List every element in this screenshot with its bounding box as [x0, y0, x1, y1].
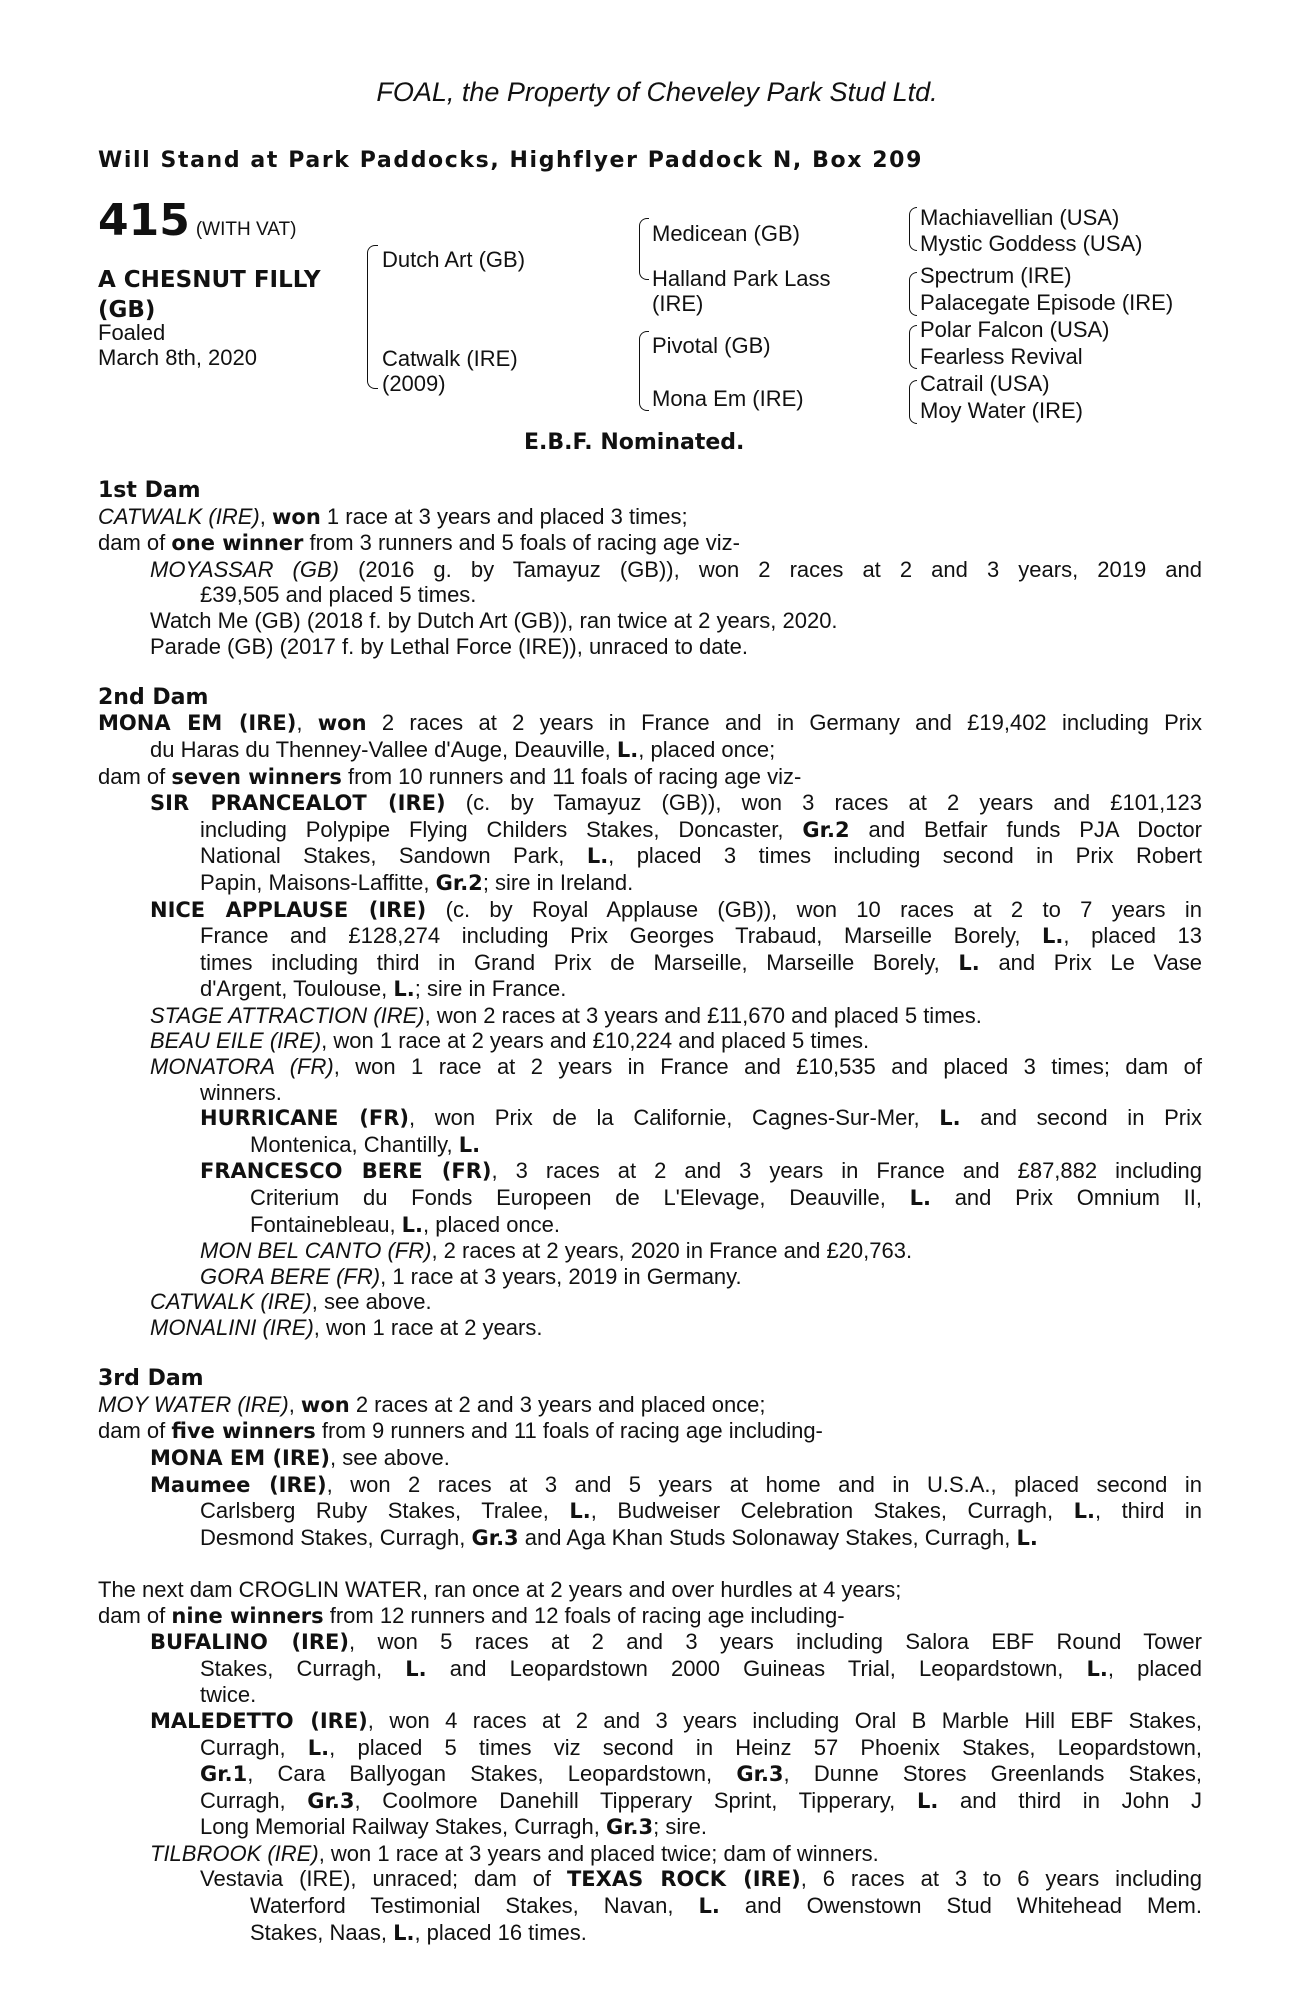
produce-line: STAGE ATTRACTION (IRE), won 2 races at 3 years and £11,670 and placed 5 times. [150, 1002, 982, 1028]
produce-line: winners. [200, 1079, 282, 1105]
horse-name-line2: (GB) [98, 297, 156, 323]
pedigree-sire-dam-line2: (IRE) [652, 291, 704, 316]
produce-line: NICE APPLAUSE (IRE) (c. by Royal Applause (GB)), won 10 races at 2 to 7 years in [150, 896, 1202, 922]
produce-line: Gr.1, Cara Ballyogan Stakes, Leopardstown, Gr.3, Dunne Stores Greenlands Stakes, [200, 1761, 1202, 1787]
dam-line: dam of one winner from 3 runners and 5 foals of racing age viz- [98, 530, 740, 556]
lot-number-value: 415 [98, 195, 190, 246]
ebf-nominated: E.B.F. Nominated. [524, 430, 745, 455]
produce-line: MONATORA (FR), won 1 race at 2 years in France and £10,535 and placed 3 times; dam of [150, 1054, 1203, 1080]
produce-line: Carlsberg Ruby Stakes, Tralee, L., Budweiser Celebration Stakes, Curragh, L., third in [200, 1498, 1202, 1524]
dam-line: CATWALK (IRE), won 1 race at 3 years and placed 3 times; [98, 503, 688, 529]
produce-line: £39,505 and placed 5 times. [200, 582, 477, 608]
produce-record [98, 478, 1202, 1946]
brace-sire-dam [367, 245, 378, 389]
produce-line: HURRICANE (FR), won Prix de la Californie, Cagnes-Sur-Mer, L. and second in Prix [200, 1105, 1202, 1131]
pedigree-dam-dam: Mona Em (IRE) [652, 386, 804, 411]
brace-g2 [909, 272, 917, 316]
produce-line: TILBROOK (IRE), won 1 race at 3 years and placed twice; dam of winners. [150, 1840, 879, 1866]
pedigree-sire-dam-line1: Halland Park Lass [652, 266, 831, 291]
produce-line: including Polypipe Flying Childers Stakes, Doncaster, Gr.2 and Betfair funds PJA Doctor [200, 816, 1202, 842]
pedigree-g6: Fearless Revival [920, 344, 1083, 369]
horse-description [98, 265, 398, 325]
next-dam-section [98, 1577, 1202, 1946]
dam-line: MOY WATER (IRE), won 2 races at 2 and 3 years and placed once; [98, 1391, 766, 1417]
produce-line: Watch Me (GB) (2018 f. by Dutch Art (GB)), ran twice at 2 years, 2020. [150, 607, 838, 633]
produce-line: MALEDETTO (IRE), won 4 races at 2 and 3 years including Oral B Marble Hill EBF Stakes, [150, 1707, 1202, 1733]
pedigree-dam-sire: Pivotal (GB) [652, 333, 771, 358]
produce-line: MOYASSAR (GB) (2016 g. by Tamayuz (GB)), won 2 races at 2 and 3 years, 2019 and [150, 556, 1202, 582]
pedigree-sire: Dutch Art (GB) [382, 247, 526, 272]
produce-line: National Stakes, Sandown Park, L., placed 3 times including second in Prix Robert [200, 843, 1202, 869]
produce-line: twice. [200, 1682, 257, 1708]
pedigree-g4: Palacegate Episode (IRE) [920, 290, 1174, 315]
foaled-label: Foaled [98, 320, 166, 345]
foaled-date: March 8th, 2020 [98, 345, 257, 370]
brace-sire-line [639, 218, 649, 280]
produce-line: CATWALK (IRE), see above. [150, 1289, 432, 1315]
pedigree-dam-line1: Catwalk (IRE) [382, 346, 518, 371]
produce-line: Montenica, Chantilly, L. [250, 1131, 481, 1157]
produce-line: MON BEL CANTO (FR), 2 races at 2 years, 2020 in France and £20,763. [200, 1238, 913, 1264]
section-heading: 2nd Dam [98, 684, 209, 710]
produce-line: MONA EM (IRE), see above. [150, 1444, 450, 1470]
produce-line: Fontainebleau, L., placed once. [250, 1211, 561, 1237]
produce-line: Waterford Testimonial Stakes, Navan, L. and Owenstown Stud Whitehead Mem. [250, 1893, 1202, 1919]
pedigree-dam-line2: (2009) [382, 371, 446, 396]
first-dam-section [98, 478, 1202, 659]
produce-line: SIR PRANCEALOT (IRE) (c. by Tamayuz (GB)), won 3 races at 2 years and £101,123 [150, 790, 1202, 816]
pedigree-sire-sire: Medicean (GB) [652, 221, 800, 246]
dam-line: dam of nine winners from 12 runners and 12 foals of racing age including- [98, 1602, 845, 1628]
produce-line: BEAU EILE (IRE), won 1 race at 2 years and £10,224 and placed 5 times. [150, 1028, 870, 1054]
dam-line: dam of seven winners from 10 runners and 11 foals of racing age viz- [98, 763, 802, 789]
produce-line: Maumee (IRE), won 2 races at 3 and 5 years at home and in U.S.A., placed second in [150, 1471, 1202, 1497]
section-heading: 1st Dam [98, 478, 201, 503]
produce-line: GORA BERE (FR), 1 race at 3 years, 2019 in Germany. [200, 1263, 742, 1289]
produce-line: Vestavia (IRE), unraced; dam of TEXAS ROCK (IRE), 6 races at 3 to 6 years including [200, 1866, 1202, 1892]
pedigree-g3: Spectrum (IRE) [920, 263, 1072, 288]
produce-line: MONALINI (IRE), won 1 race at 2 years. [150, 1315, 543, 1340]
produce-line: Parade (GB) (2017 f. by Lethal Force (IRE)), unraced to date. [150, 633, 748, 659]
brace-g4 [909, 380, 917, 424]
page-title: FOAL, the Property of Cheveley Park Stud Ltd. [376, 77, 938, 107]
foaled-info [98, 320, 257, 370]
pedigree-g1: Machiavellian (USA) [920, 205, 1120, 230]
pedigree-g5: Polar Falcon (USA) [920, 317, 1110, 342]
produce-line: Stakes, Curragh, L. and Leopardstown 2000 Guineas Trial, Leopardstown, L., placed [200, 1655, 1202, 1681]
pedigree-g2: Mystic Goddess (USA) [920, 231, 1143, 256]
dam-line: MONA EM (IRE), won 2 races at 2 years in France and in Germany and £19,402 including Prix [98, 710, 1202, 736]
second-dam-section [98, 685, 1202, 1341]
dam-line: dam of five winners from 9 runners and 11 foals of racing age including- [98, 1418, 823, 1444]
produce-line: Papin, Maisons-Laffitte, Gr.2; sire in Ireland. [200, 869, 634, 895]
produce-line: Curragh, Gr.3, Coolmore Danehill Tipperary Sprint, Tipperary, L. and third in John J [200, 1787, 1202, 1813]
produce-line: d'Argent, Toulouse, L.; sire in France. [200, 976, 567, 1002]
produce-line: times including third in Grand Prix de Marseille, Marseille Borely, L. and Prix Le Vase [200, 949, 1202, 975]
dam-line: The next dam CROGLIN WATER, ran once at 2 years and over hurdles at 4 years; [98, 1576, 902, 1602]
brace-g1 [909, 207, 917, 251]
produce-line: BUFALINO (IRE), won 5 races at 2 and 3 years including Salora EBF Round Tower [150, 1629, 1202, 1655]
lot-number [98, 195, 297, 246]
dam-line: du Haras du Thenney-Vallee d'Auge, Deauville, L., placed once; [150, 736, 776, 762]
stand-location: Will Stand at Park Paddocks, Highflyer Paddock N, Box 209 [98, 148, 923, 173]
brace-dam-line [639, 331, 649, 411]
produce-line: France and £128,274 including Prix Georges Trabaud, Marseille Borely, L., placed 13 [200, 923, 1202, 949]
section-heading: 3rd Dam [98, 1366, 204, 1392]
produce-line: Curragh, L., placed 5 times viz second in Heinz 57 Phoenix Stakes, Leopardstown, [200, 1734, 1202, 1760]
brace-g3 [909, 325, 917, 369]
vat-label: (WITH VAT) [195, 219, 297, 240]
produce-line: FRANCESCO BERE (FR), 3 races at 2 and 3 years in France and £87,882 including [200, 1158, 1202, 1184]
pedigree-g7: Catrail (USA) [920, 371, 1050, 396]
third-dam-section [98, 1366, 1202, 1551]
produce-line: Stakes, Naas, L., placed 16 times. [250, 1919, 587, 1945]
pedigree-g8: Moy Water (IRE) [920, 398, 1083, 423]
produce-line: Desmond Stakes, Curragh, Gr.3 and Aga Khan Studs Solonaway Stakes, Curragh, L. [200, 1524, 1038, 1550]
produce-line: Criterium du Fonds Europeen de L'Elevage, Deauville, L. and Prix Omnium II, [250, 1185, 1202, 1211]
produce-line: Long Memorial Railway Stakes, Curragh, Gr.3; sire. [200, 1814, 707, 1840]
horse-name-line1: A CHESNUT FILLY [98, 267, 321, 293]
